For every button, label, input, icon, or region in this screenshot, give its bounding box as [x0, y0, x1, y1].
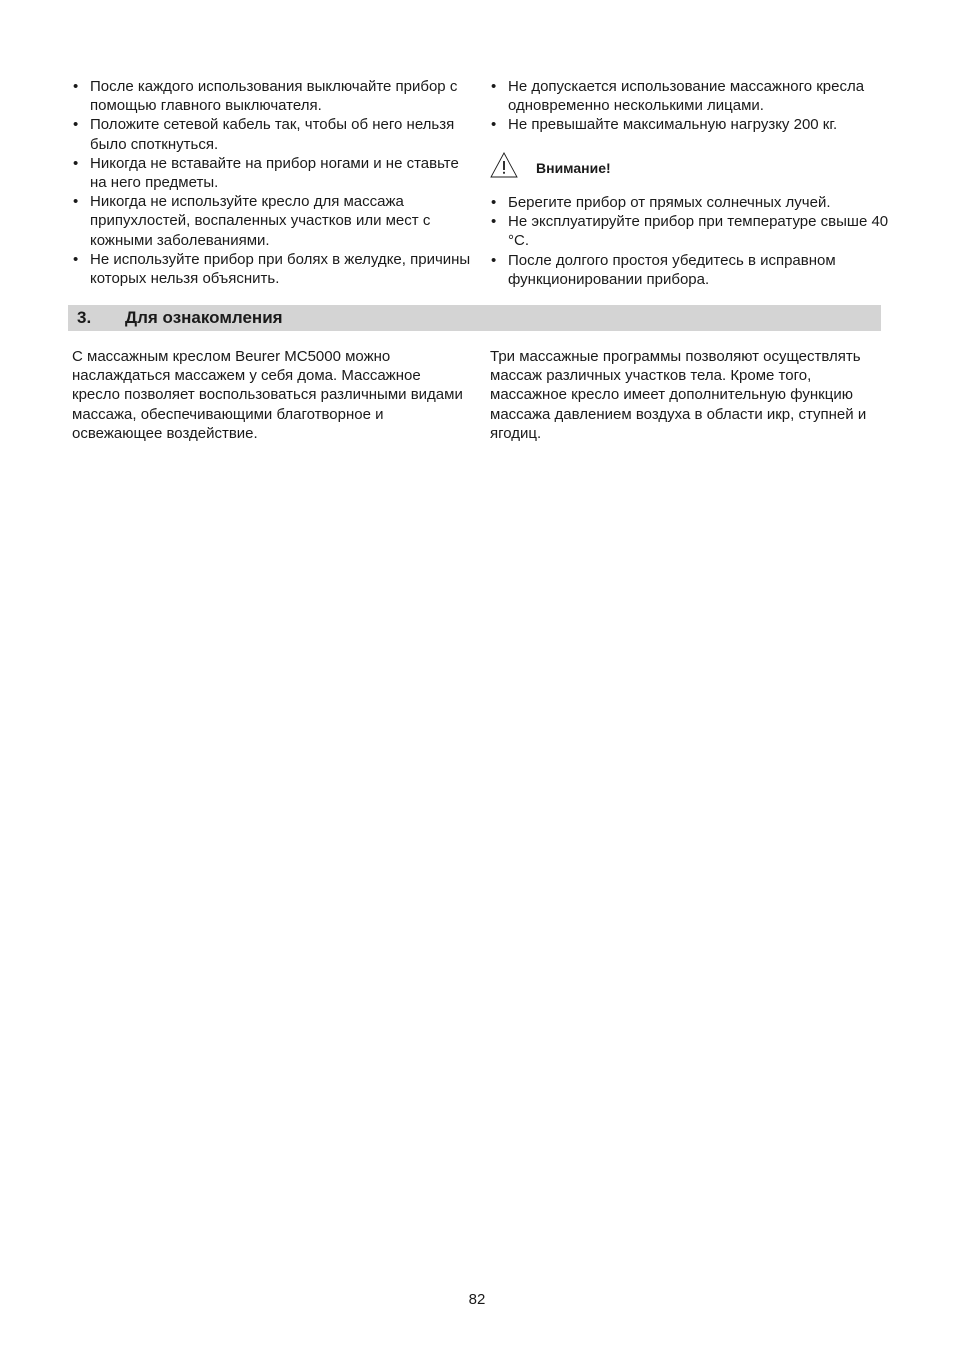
warning-label: Внимание!: [536, 160, 611, 176]
list-item-text: Не эксплуатируйте прибор при температуре свыше 40 °C.: [508, 213, 889, 250]
list-item: [490, 77, 890, 115]
section-number: 3.: [77, 308, 92, 327]
list-item: [490, 251, 890, 289]
left-bullet-list: [72, 77, 472, 288]
right-bullet-list-top: [490, 77, 890, 135]
section-title: Для ознакомления: [125, 308, 283, 327]
list-item-text: Положите сетевой кабель так, чтобы об него нельзя было споткнуться.: [90, 116, 455, 153]
list-item: [490, 212, 890, 250]
list-item: [490, 115, 890, 134]
intro-paragraph-left: С массажным креслом Beurer MC5000 можно наслаждаться массажем у себя дома. Массажное кресло позволяет воспользоваться различными видами массажа, обеспечивающими благотворное и освежающее воздействие.: [72, 348, 463, 442]
bullet-icon: •: [491, 194, 497, 211]
list-item-text: Не используйте прибор при болях в желудке, причины которых нельзя объяснить.: [90, 250, 471, 288]
list-item-text: Берегите прибор от прямых солнечных лучей.: [508, 194, 831, 211]
warning-triangle-icon: [490, 152, 518, 178]
bullet-icon: •: [73, 250, 79, 268]
list-item-text: Не превышайте максимальную нагрузку 200 кг.: [508, 116, 838, 134]
bullet-icon: •: [73, 116, 79, 134]
section-heading: [68, 305, 881, 331]
right-bullet-list-bottom: [490, 193, 890, 289]
warning-heading: [490, 152, 790, 180]
list-item-text: Никогда не вставайте на прибор ногами и не ставьте на него предметы.: [90, 154, 459, 192]
list-item: [72, 192, 472, 250]
list-item-text: После долгого простоя убедитесь в исправном функционировании прибора.: [508, 251, 836, 288]
bullet-icon: •: [73, 78, 79, 95]
intro-paragraph-right: Три массажные программы позволяют осуществлять массаж различных участков тела. Кроме того, массажное кресло имеет дополнительную функцию массажа давлением воздуха в области икр, ступней и ягодиц.: [490, 348, 867, 442]
page-number: 82: [468, 1291, 486, 1308]
list-item: [72, 154, 472, 192]
list-item: [72, 115, 472, 153]
list-item-text: Никогда не используйте кресло для массажа припухлостей, воспаленных участков или мест с кожными заболеваниями.: [90, 193, 431, 249]
list-item: [490, 193, 890, 212]
bullet-icon: •: [73, 193, 79, 211]
list-item-text: После каждого использования выключайте прибор с помощью главного выключателя.: [90, 78, 458, 115]
bullet-icon: •: [491, 213, 497, 231]
bullet-icon: •: [491, 116, 497, 134]
bullet-icon: •: [73, 154, 79, 172]
list-item-text: Не допускается использование массажного кресла одновременно несколькими лицами.: [508, 78, 865, 115]
list-item: [72, 77, 472, 115]
list-item: [72, 250, 472, 288]
bullet-icon: •: [491, 78, 497, 95]
bullet-icon: •: [491, 251, 497, 269]
